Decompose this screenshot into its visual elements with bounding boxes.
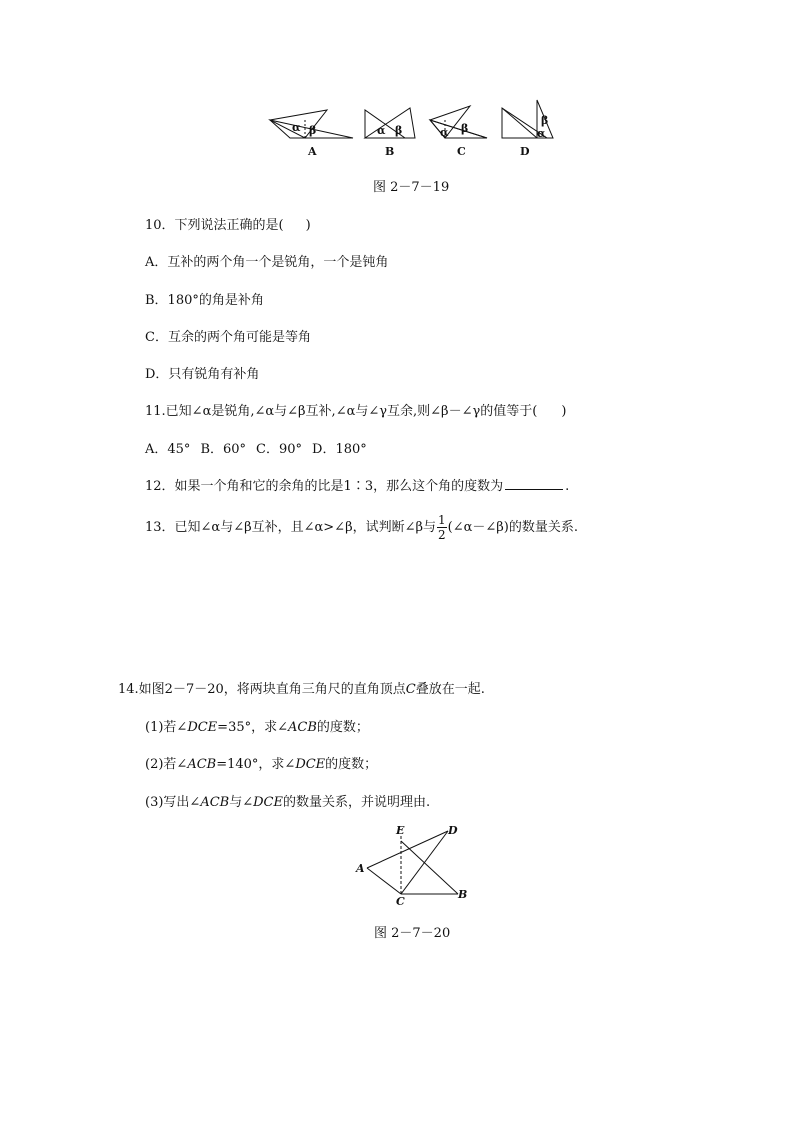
option-b-angle1: α — [377, 124, 386, 137]
option-c-angle2: β — [461, 122, 469, 135]
option-a-angle2: β — [309, 124, 317, 137]
q13-frac-den: 2 — [438, 528, 446, 542]
q14-part-2-post: 的度数； — [325, 757, 378, 772]
option-d-angle2: α — [537, 127, 546, 140]
q12-answer-blank[interactable] — [505, 477, 563, 490]
option-b-letter: B — [385, 145, 395, 158]
q14-part-3-post: 的数量关系，并说明理由. — [282, 795, 431, 810]
q11-option-a: A．45° — [145, 442, 191, 457]
question-11-stem — [145, 400, 566, 419]
q10-option-a: A．互补的两个角一个是锐角，一个是钝角 — [145, 255, 389, 270]
q14-part-3-v1: ACB — [200, 795, 230, 810]
q13-stem-after: (∠α－∠β)的数量关系. — [447, 520, 579, 535]
q14-vertex: C — [405, 682, 416, 697]
figure-2-7-20-caption: 图 2－7－20 — [374, 926, 451, 941]
q10-option-b: B．180°的角是补角 — [145, 293, 264, 308]
edge-eb — [401, 841, 458, 894]
q14-part-1-post: 的度数； — [316, 720, 369, 735]
q14-part-1-v1: DCE — [187, 720, 218, 735]
option-b-angle2: β — [395, 124, 403, 137]
q14-part-2-pre: (2)若∠ — [145, 757, 188, 772]
q10-stem-after: ) — [305, 218, 311, 233]
q12-stem-after: . — [565, 479, 570, 494]
vertex-c-label: C — [396, 895, 405, 906]
figure-2-7-20 — [350, 822, 480, 906]
question-10-stem — [145, 214, 311, 233]
q11-option-c: C．90° — [256, 442, 303, 457]
vertex-b-label: B — [458, 888, 468, 901]
q11-stem-after: ) — [561, 404, 567, 419]
option-d-diagram — [502, 100, 553, 158]
q11-stem-before: 11.已知∠α是锐角,∠α与∠β互补,∠α与∠γ互余,则∠β－∠γ的值等于( — [145, 404, 538, 419]
option-c-letter: C — [457, 145, 466, 158]
q14-part-2-v1: ACB — [187, 757, 217, 772]
q11-option-b: B．60° — [200, 442, 247, 457]
edge-ad — [367, 831, 448, 868]
q14-part-3-mid: 与∠ — [229, 795, 254, 810]
q14-part-2-v2: DCE — [295, 757, 326, 772]
figure-2-7-19-caption: 图 2－7－19 — [373, 180, 450, 195]
q14-part-1-v2: ACB — [288, 720, 317, 735]
q10-option-c: C．互余的两个角可能是等角 — [145, 330, 311, 345]
q14-part-3 — [145, 791, 430, 810]
question-12-stem — [145, 475, 569, 494]
q13-fraction — [437, 514, 447, 541]
vertex-a-label: A — [356, 862, 365, 875]
q14-part-3-pre: (3)写出∠ — [145, 795, 201, 810]
q14-stem-before: 14.如图2－7－20，将两块直角三角尺的直角顶点 — [118, 682, 406, 697]
vertex-d-label: D — [448, 824, 458, 837]
option-b-diagram — [365, 108, 415, 158]
q12-stem-before: 12．如果一个角和它的余角的比是1∶3，那么这个角的度数为 — [145, 479, 504, 494]
figure-2-7-19 — [265, 98, 565, 160]
q11-option-d: D．180° — [312, 442, 367, 457]
option-d-letter: D — [520, 145, 530, 158]
edge-ac — [367, 868, 401, 894]
question-14-stem — [118, 678, 485, 697]
q14-part-2 — [145, 753, 377, 772]
q14-part-1-mid: =35°，求∠ — [217, 720, 288, 735]
q14-part-1 — [145, 716, 369, 735]
question-13-stem — [145, 510, 578, 546]
q14-stem-after: 叠放在一起. — [415, 682, 485, 697]
q13-stem-before: 13．已知∠α与∠β互补，且∠α>∠β，试判断∠β与 — [145, 520, 437, 535]
vertex-e-label: E — [396, 824, 405, 837]
q14-part-1-pre: (1)若∠ — [145, 720, 188, 735]
q10-option-d: D．只有锐角有补角 — [145, 367, 260, 382]
option-c-diagram — [430, 106, 487, 158]
option-c-angle1: α — [440, 126, 449, 139]
q13-frac-num: 1 — [438, 513, 446, 527]
q11-options — [145, 438, 367, 457]
q14-part-3-v2: DCE — [253, 795, 283, 810]
q10-stem-before: 10．下列说法正确的是( — [145, 218, 284, 233]
option-a-diagram — [270, 110, 353, 158]
option-a-letter: A — [308, 145, 317, 158]
q14-part-2-mid: =140°，求∠ — [216, 757, 296, 772]
option-a-angle1: α — [292, 121, 301, 134]
option-d-angle1: β — [541, 114, 549, 127]
